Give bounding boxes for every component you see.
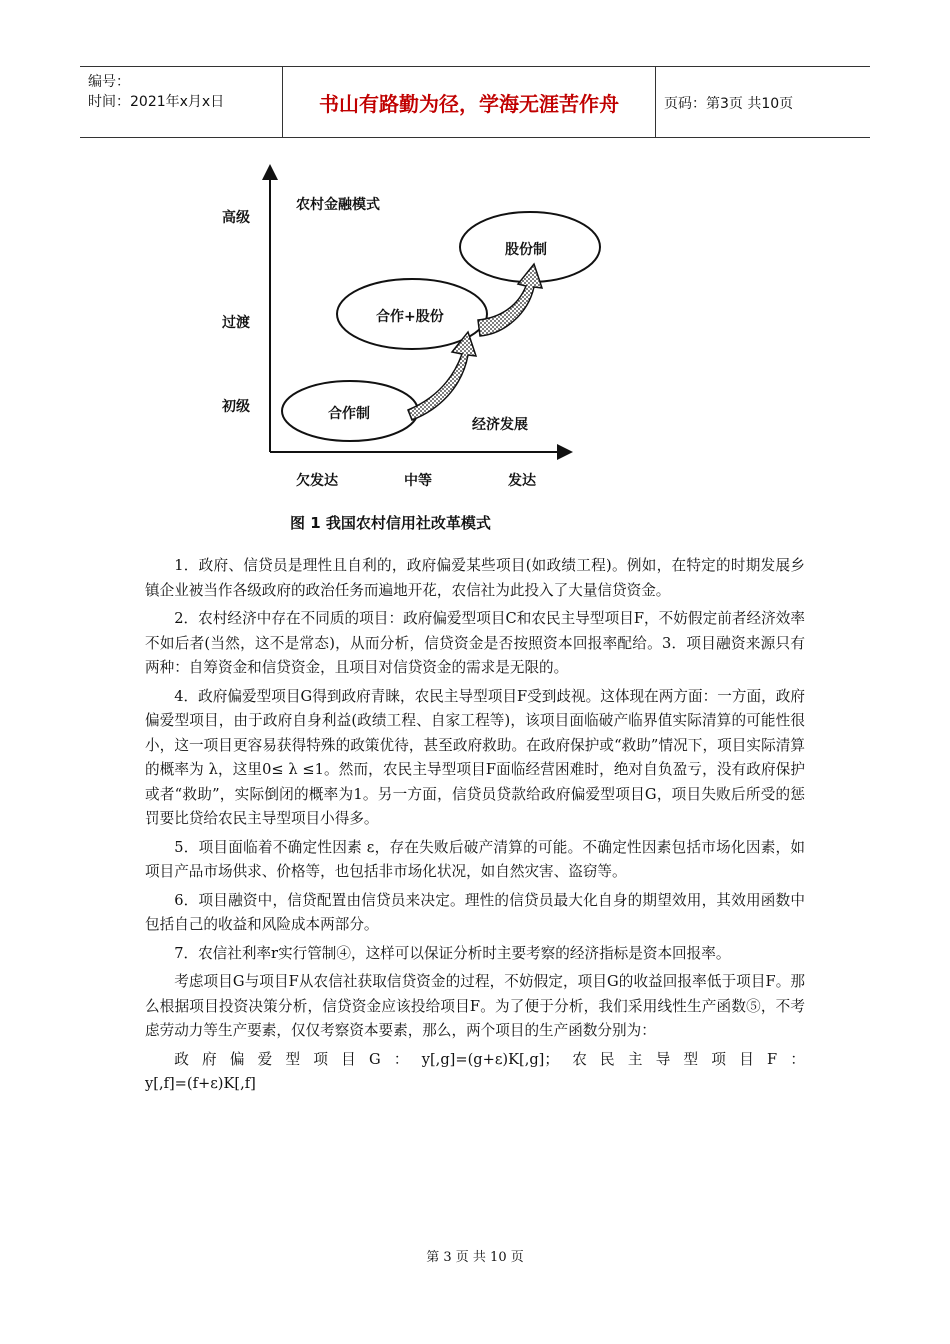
x-level-medium: 中等 — [404, 473, 432, 489]
paragraph-7: 考虑项目G与项目F从农信社获取信贷资金的过程，不妨假定，项目G的收益回报率低于项目F。那么根据项目投资决策分析，信贷资金应该投给项目F。为了便于分析，我们采用线性生产函数⑤，不考虑劳动力等生产要素，仅仅考察资本要素，那么，两个项目的生产函数分别为： — [145, 973, 805, 1039]
paragraph-4: 5．项目面临着不确定性因素 ε，存在失败后破产清算的可能。不确定性因素包括市场化因素，如项目产品市场供求、价格等，也包括非市场化状况，如自然灾害、盗窃等。 — [145, 838, 805, 880]
figure-diagram — [200, 162, 620, 492]
document-time-label: 时间：2021年x月x日 — [88, 94, 225, 110]
y-level-initial: 初级 — [222, 399, 250, 415]
paragraph-5: 6．项目融资中，信贷配置由信贷员来决定。理性的信贷员最大化自身的期望效用，其效用函数中包括自己的收益和风险成本两部分。 — [145, 891, 805, 933]
body-text — [145, 554, 805, 1097]
x-axis-title: 经济发展 — [472, 417, 528, 433]
y-level-high: 高级 — [222, 210, 250, 226]
header-left-cell — [80, 67, 283, 137]
reform-model-figure — [200, 162, 620, 492]
production-function-line-2: y[,f]=(f+ε)K[,f] — [145, 1075, 256, 1092]
production-function-line-1: 政府偏爱型项目G：y[,g]=(g+ε)K[,g]；农民主导型项目F： — [174, 1050, 805, 1068]
paragraph-3: 4．政府偏爱型项目G得到政府青睐，农民主导型项目F受到歧视。这体现在两方面：一方面，政府偏爱型项目，由于政府自身利益(政绩工程、自家工程等)，该项目面临破产临界值实际清算的可能性很小，这一项目更容易获得特殊的政策优待，甚至政府救助。在政府保护或“救助”情况下，项目实际清算的概率为 λ，这里0≤ λ ≤1。然而，农民主导型项目F面临经营困难时，绝对自负盈亏，没有政府保护或者“救助”，实际倒闭的概率为1。另一方面，信贷员贷款给政府偏爱型项目G，项目失败后所受的惩罚要比贷给农民主导型项目小得多。 — [145, 687, 805, 827]
document-number-label: 编号： — [88, 74, 130, 90]
header-page-info: 页码：第3页 共10页 — [664, 96, 794, 112]
x-level-underdeveloped: 欠发达 — [296, 473, 338, 489]
x-level-developed: 发达 — [508, 473, 536, 489]
y-axis-title: 农村金融模式 — [296, 197, 380, 213]
stage-label-transition: 合作+股份 — [376, 309, 444, 325]
page-header — [80, 66, 870, 138]
stage-label-shareholding: 股份制 — [505, 242, 547, 258]
figure-caption: 图 1 我国农村信用社改革模式 — [290, 514, 491, 532]
paragraph-2: 2．农村经济中存在不同质的项目：政府偏爱型项目C和农民主导型项目F，不妨假定前者经济效率不如后者(当然，这不是常态)，从而分析，信贷资金是否按照资本回报率配给。3．项目融资来源只有两种：自筹资金和信贷资金，且项目对信贷资金的需求是无限的。 — [145, 610, 805, 676]
header-motto: 书山有路勤为径，学海无涯苦作舟 — [283, 67, 656, 137]
paragraph-1: 1．政府、信贷员是理性且自利的，政府偏爱某些项目(如政绩工程)。例如，在特定的时期发展乡镇企业被当作各级政府的政治任务而遍地开花，农信社为此投入了大量信贷资金。 — [145, 557, 805, 599]
y-level-transition: 过渡 — [222, 315, 250, 331]
paragraph-6: 7．农信社利率r实行管制④，这样可以保证分析时主要考察的经济指标是资本回报率。 — [174, 944, 731, 962]
stage-label-cooperative: 合作制 — [328, 406, 370, 422]
page-footer: 第 3 页 共 10 页 — [426, 1250, 524, 1265]
